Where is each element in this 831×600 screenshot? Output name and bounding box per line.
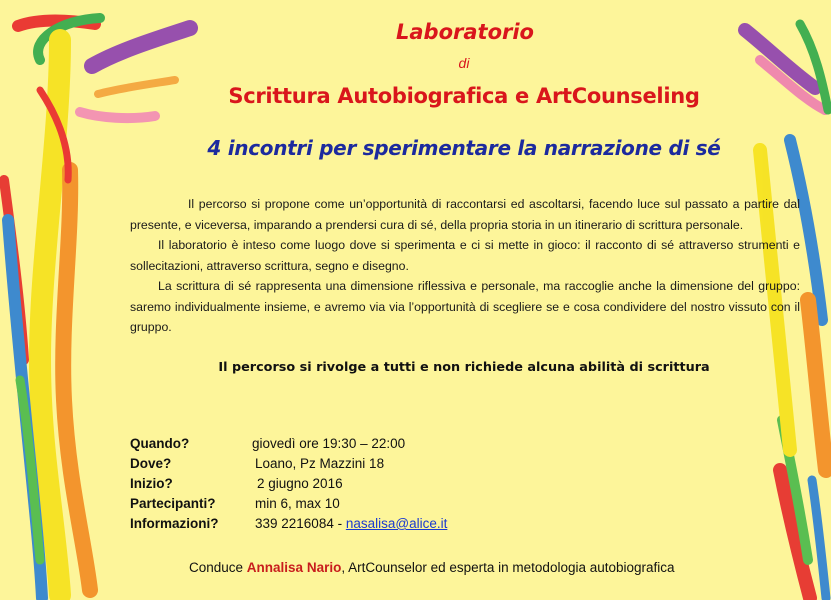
info-block <box>130 434 448 534</box>
title-di: di <box>458 55 470 71</box>
footer-credit <box>189 560 675 575</box>
participants-value: min 6, max 10 <box>255 496 340 511</box>
email-link[interactable]: nasalisa@alice.it <box>345 516 448 531</box>
contact-value <box>255 514 447 534</box>
description-text <box>130 194 800 338</box>
start-label: Inizio? <box>130 476 173 491</box>
conductor-name: Annalisa Nario <box>246 560 342 575</box>
info-row-when <box>130 434 406 454</box>
info-row-start <box>130 474 343 494</box>
brush-stroke-blue-right-low <box>812 480 826 598</box>
info-label: Informazioni? <box>130 516 219 531</box>
title-main: Scrittura Autobiografica e ArtCounseling <box>228 84 700 108</box>
brush-stroke-pink-top <box>80 112 155 118</box>
info-row-participants <box>130 494 340 514</box>
paragraph-3: La scrittura di sé rappresenta una dimensione riflessiva e personale, ma raccoglie anche la dimensione del gruppo: saremo individualmente insieme, e avremo via via l’opportunità di scegliere se e cosa condividere del nostro vissuto con il gruppo. <box>130 279 800 334</box>
paragraph-2: Il laboratorio è inteso come luogo dove si sperimenta e ci si mette in gioco: il racconto di sé attraverso strumenti e sollecitazioni, attraverso scrittura, segno e disegno. <box>130 238 800 273</box>
footer-suffix: , ArtCounselor ed esperta in metodologia autobiografica <box>341 560 675 575</box>
phone-number: 339 2216084 - <box>255 516 346 531</box>
info-row-where <box>130 454 385 474</box>
where-label: Dove? <box>130 456 172 471</box>
highlight-text: Il percorso si rivolge a tutti e non richiede alcuna abilità di scrittura <box>218 360 710 375</box>
paragraph-1: Il percorso si propone come un’opportunità di raccontarsi ed ascoltarsi, facendo luce sul passato a partire dal presente, e viceversa, imparando a prendersi cura di sé, della propria storia in un itinerario di scrittura personale. <box>130 197 800 232</box>
when-value: giovedì ore 19:30 – 22:00 <box>252 436 406 451</box>
brush-stroke-orange-left <box>63 170 90 590</box>
footer-prefix: Conduce <box>189 560 247 575</box>
info-row-contact <box>130 514 448 534</box>
start-value: 2 giugno 2016 <box>257 476 343 491</box>
where-value: Loano, Pz Mazzini 18 <box>255 456 385 471</box>
title-laboratorio: Laboratorio <box>396 20 534 44</box>
when-label: Quando? <box>130 436 190 451</box>
participants-label: Partecipanti? <box>130 496 216 511</box>
subtitle: 4 incontri per sperimentare la narrazione di sé <box>207 136 721 160</box>
